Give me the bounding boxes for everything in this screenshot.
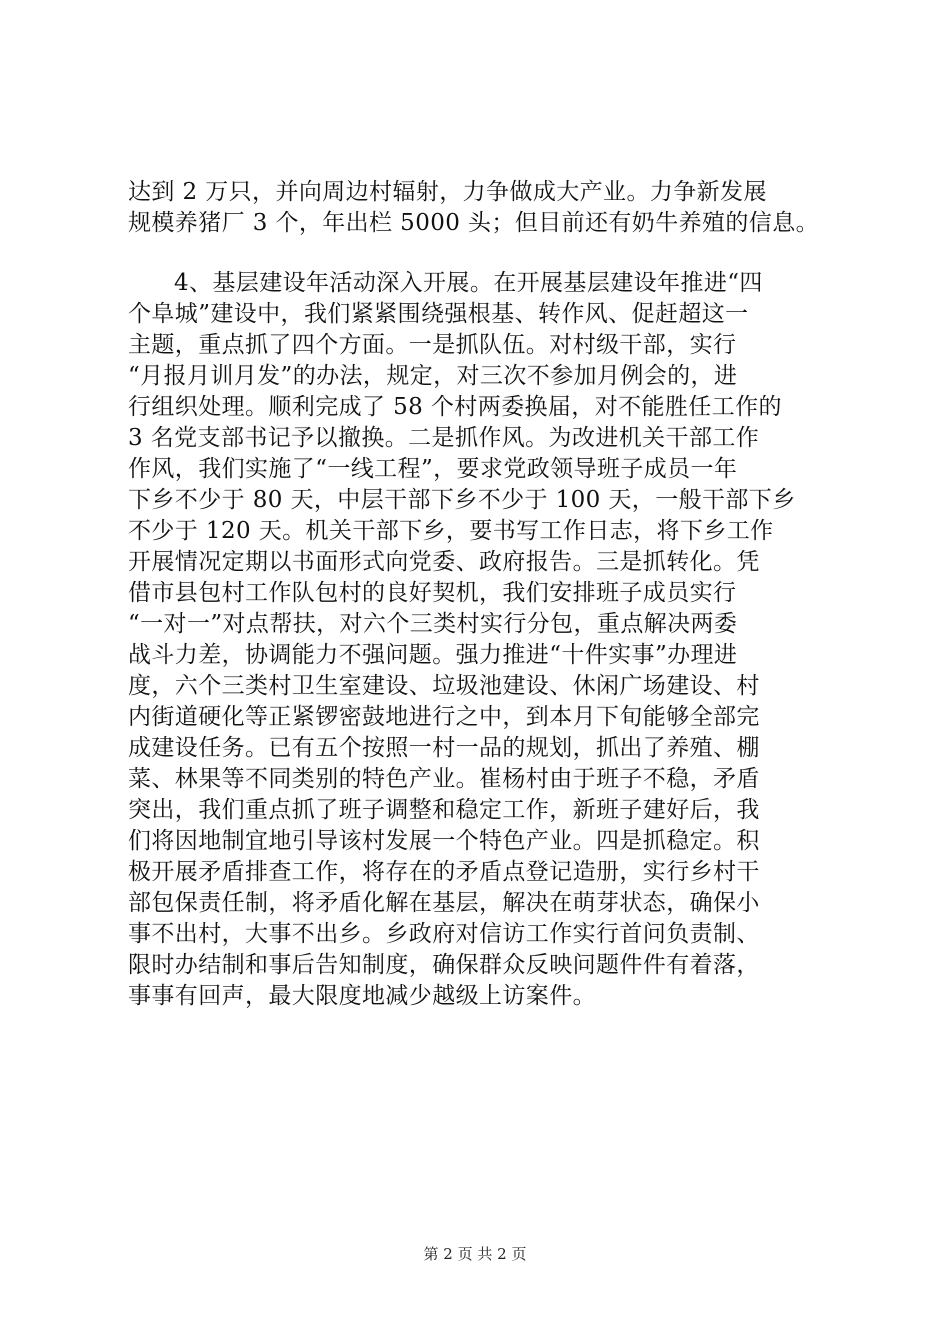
text-line: 开展情况定期以书面形式向党委、政府报告。三是抓转化。凭 — [128, 549, 760, 575]
text-line: 们将因地制宜地引导该村发展一个特色产业。四是抓稳定。积 — [128, 828, 760, 854]
text-line: 菜、林果等不同类别的特色产业。崔杨村由于班子不稳，矛盾 — [128, 766, 760, 792]
text-line: 下乡不少于 80 天，中层干部下乡不少于 100 天，一般干部下乡 — [128, 487, 796, 513]
text-line: 达到 2 万只，并向周边村辐射，力争做成大产业。力争新发展 — [128, 179, 767, 205]
text-line: 主题，重点抓了四个方面。一是抓队伍。对村级干部，实行 — [128, 332, 737, 358]
text-line: 内街道硬化等正紧锣密鼓地进行之中，到本月下旬能够全部完 — [128, 704, 760, 730]
text-line: “月报月训月发”的办法，规定，对三次不参加月例会的，进 — [128, 363, 738, 389]
text-line: 度，六个三类村卫生室建设、垃圾池建设、休闲广场建设、村 — [128, 673, 760, 699]
text-line: 极开展矛盾排查工作，将存在的矛盾点登记造册，实行乡村干 — [128, 859, 760, 885]
text-line: 事不出村，大事不出乡。乡政府对信访工作实行首问负责制、 — [128, 921, 760, 947]
text-line: 成建设任务。已有五个按照一村一品的规划，抓出了养殖、棚 — [128, 735, 760, 761]
text-line: 3 名党支部书记予以撤换。二是抓作风。为改进机关干部工作 — [128, 425, 760, 451]
text-line: 行组织处理。顺利完成了 58 个村两委换届，对不能胜任工作的 — [128, 394, 782, 420]
text-line: 限时办结制和事后告知制度，确保群众反映问题件件有着落， — [128, 952, 760, 978]
text-line: “一对一”对点帮扶，对六个三类村实行分包，重点解决两委 — [128, 611, 738, 637]
text-line: 事事有回声，最大限度地减少越级上访案件。 — [128, 983, 596, 1009]
text-line: 规模养猪厂 3 个，年出栏 5000 头；但目前还有奶牛养殖的信息。 — [128, 210, 820, 236]
text-line: 突出，我们重点抓了班子调整和稳定工作，新班子建好后，我 — [128, 797, 760, 823]
text-line: 部包保责任制，将矛盾化解在基层，解决在萌芽状态，确保小 — [128, 890, 760, 916]
text-line: 作风，我们实施了“一线工程”，要求党政领导班子成员一年 — [128, 456, 738, 482]
page-footer: 第 2 页 共 2 页 — [423, 1245, 527, 1263]
text-line: 借市县包村工作队包村的良好契机，我们安排班子成员实行 — [128, 580, 737, 606]
text-line: 不少于 120 天。机关干部下乡，要书写工作日志，将下乡工作 — [128, 518, 774, 544]
text-line: 4、基层建设年活动深入开展。在开展基层建设年推进“四 — [174, 270, 763, 296]
text-line: 个阜城”建设中，我们紧紧围绕强根基、转作风、促赶超这一 — [128, 301, 749, 327]
text-line: 战斗力差，协调能力不强问题。强力推进“十件实事”办理进 — [128, 642, 738, 668]
